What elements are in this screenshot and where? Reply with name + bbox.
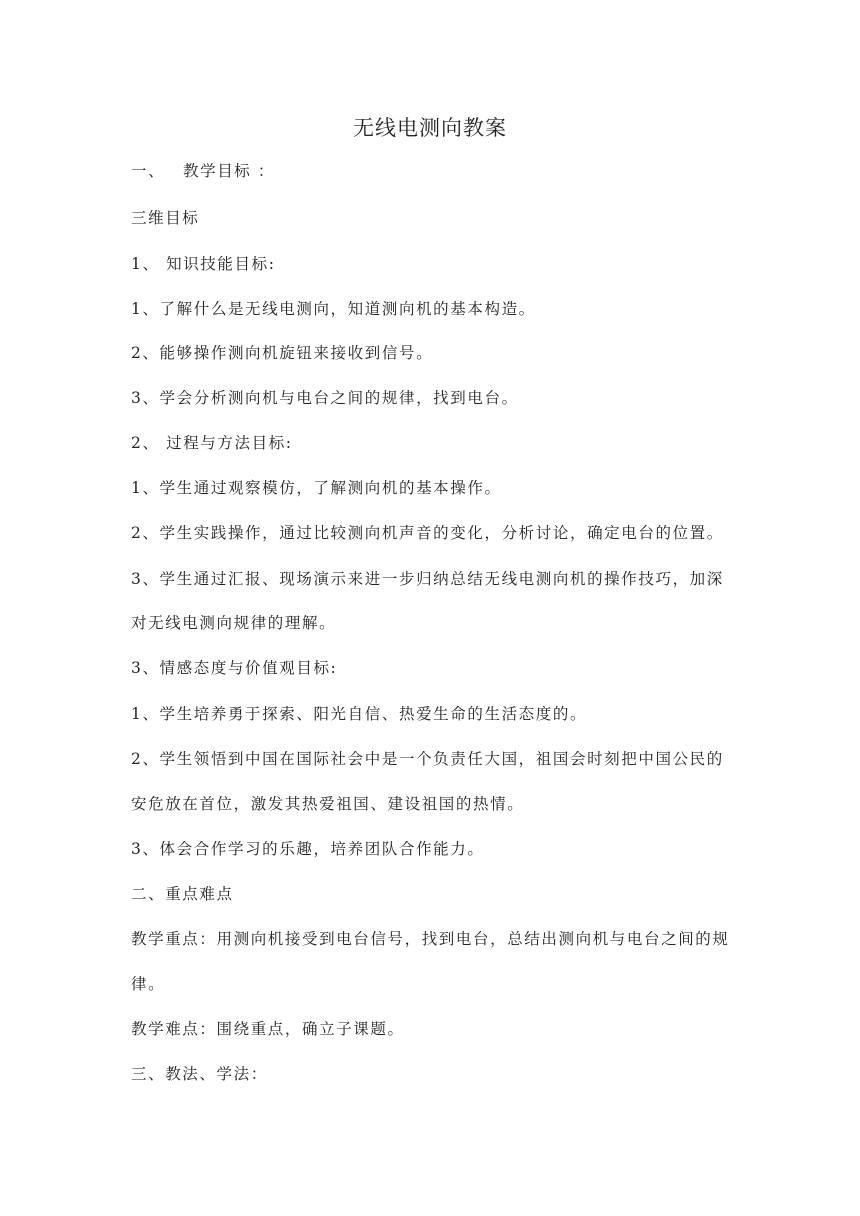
paragraph-line: 3、学会分析测向机与电台之间的规律，找到电台。 [131, 389, 519, 407]
paragraph-line: 安危放在首位，激发其热爱祖国、建设祖国的热情。 [131, 795, 525, 813]
paragraph-line: 三维目标 [131, 209, 200, 227]
paragraph-line: 1、了解什么是无线电测向，知道测向机的基本构造。 [131, 300, 536, 318]
paragraph-line: 2、能够操作测向机旋钮来接收到信号。 [131, 344, 434, 362]
paragraph-line: 教学重点：用测向机接受到电台信号，找到电台，总结出测向机与电台之间的规 [131, 930, 730, 948]
paragraph-line: 律。 [131, 975, 166, 993]
paragraph-line: 1、 知识技能目标: [131, 255, 276, 273]
paragraph-line: 3、情感态度与价值观目标: [131, 659, 338, 677]
paragraph-line: 教学难点：围绕重点，确立子课题。 [131, 1020, 405, 1038]
document-title: 无线电测向教案 [353, 116, 507, 140]
paragraph-line: 2、学生实践操作，通过比较测向机声音的变化，分析讨论，确定电台的位置。 [131, 524, 724, 542]
paragraph-line: 对无线电测向规律的理解。 [131, 614, 337, 632]
paragraph-line: 1、学生通过观察模仿，了解测向机的基本操作。 [131, 479, 502, 497]
paragraph-line: 3、体会合作学习的乐趣，培养团队合作能力。 [131, 840, 485, 858]
section-heading-key-points: 二、重点难点 [131, 885, 234, 903]
paragraph-line: 2、 过程与方法目标: [131, 434, 293, 452]
paragraph-line: 3、学生通过汇报、现场演示来进一步归纳总结无线电测向机的操作技巧，加深 [131, 570, 724, 588]
paragraph-line: 2、学生领悟到中国在国际社会中是一个负责任大国，祖国会时刻把中国公民的 [131, 750, 724, 768]
section-number: 一、 [131, 162, 166, 180]
section-label: 教学目标 ： [183, 162, 276, 180]
section-heading-methods: 三、教法、学法： [131, 1065, 268, 1083]
section-heading-objectives [131, 160, 731, 182]
paragraph-line: 1、学生培养勇于探索、阳光自信、热爱生命的生活态度的。 [131, 705, 588, 723]
